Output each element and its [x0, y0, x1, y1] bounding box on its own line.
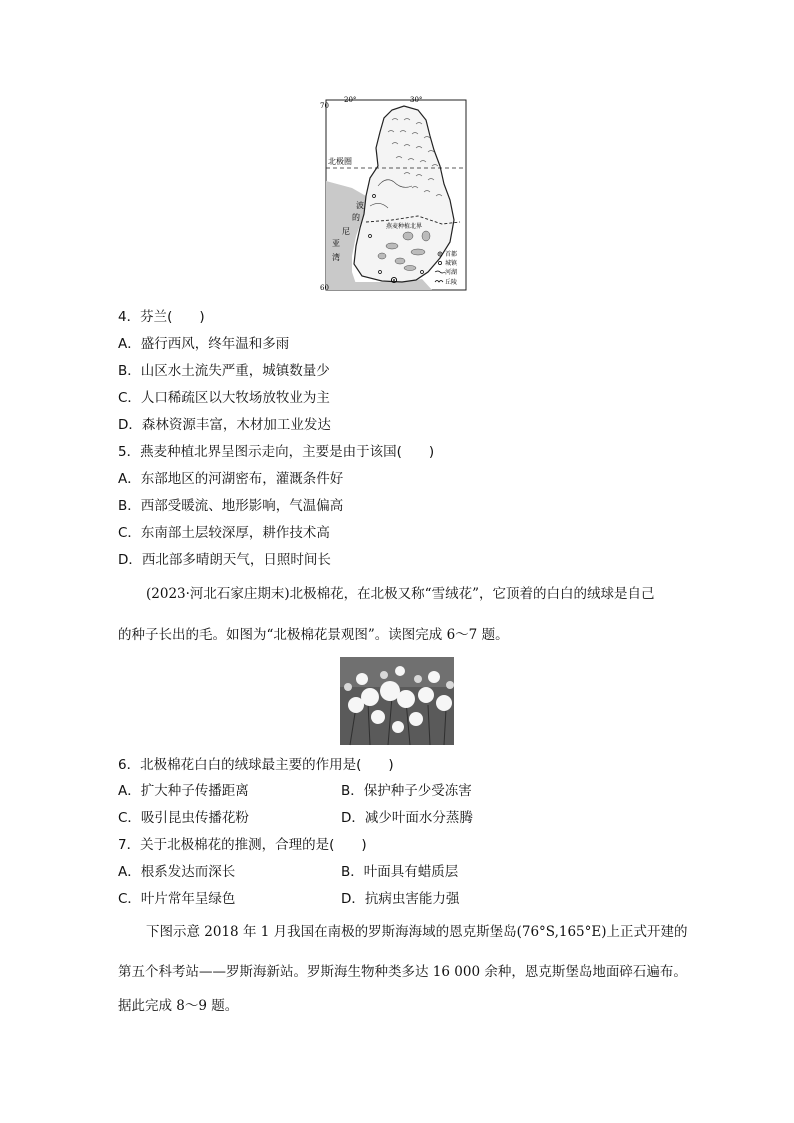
q4-option-c: C．人口稀疏区以大牧场放牧业为主	[118, 390, 330, 406]
q7-stem: 7．关于北极棉花的推测，合理的是( )	[118, 837, 367, 853]
svg-text:湾: 湾	[332, 253, 340, 262]
oat-boundary-label: 燕麦种植北界	[386, 223, 423, 230]
svg-text:的: 的	[352, 213, 360, 222]
passage2-line2: 第五个科考站——罗斯海新站。罗斯海生物种类多达 16 000 余种，恩克斯堡岛地面碎石遍布。	[118, 964, 687, 980]
q7-option-a: A．根系发达而深长	[118, 864, 236, 880]
lon-20-label: 20°	[344, 96, 357, 104]
svg-text:尼: 尼	[342, 227, 350, 236]
q7-option-d: D．抗病虫害能力强	[341, 891, 460, 907]
svg-text:亚: 亚	[332, 239, 340, 248]
q6-stem: 6．北极棉花白白的绒球最主要的作用是( )	[118, 757, 394, 773]
q6-option-c: C．吸引昆虫传播花粉	[118, 810, 249, 826]
finland-map	[322, 96, 470, 294]
q5-option-a: A．东部地区的河湖密布，灌溉条件好	[118, 471, 344, 487]
q5-stem: 5．燕麦种植北界呈图示走向，主要是由于该国( )	[118, 444, 435, 460]
passage2-line3: 据此完成 8～9 题。	[118, 998, 239, 1014]
q6-option-d: D．减少叶面水分蒸腾	[341, 810, 473, 826]
passage2-line1: 下图示意 2018 年 1 月我国在南极的罗斯海海域的恩克斯堡岛(76°S,165°E)上正式开建的	[146, 924, 688, 940]
q7-option-b: B．叶面具有蜡质层	[341, 864, 459, 880]
q4-option-a: A．盛行西风，终年温和多雨	[118, 336, 290, 352]
lat-70-label: 70	[320, 102, 329, 110]
legend-hill: 丘陵	[445, 279, 458, 286]
arctic-circle-label: 北极圈	[328, 157, 352, 166]
q4-option-d: D．森林资源丰富，木材加工业发达	[118, 417, 331, 433]
legend-river: 河湖	[445, 269, 458, 276]
q5-option-d: D．西北部多晴朗天气，日照时间长	[118, 552, 331, 568]
legend-capital: 首都	[445, 251, 458, 258]
q4-option-b: B．山区水土流失严重，城镇数量少	[118, 363, 330, 379]
lat-60-label: 60	[320, 284, 329, 292]
q5-option-b: B．西部受暖流、地形影响，气温偏高	[118, 498, 344, 514]
q5-option-c: C．东南部土层较深厚，耕作技术高	[118, 525, 330, 541]
q6-option-b: B．保护种子少受冻害	[341, 783, 472, 799]
legend-town: 城镇	[445, 260, 458, 267]
svg-text:波: 波	[356, 201, 364, 210]
lon-30-label: 30°	[410, 96, 423, 104]
q7-option-c: C．叶片常年呈绿色	[118, 891, 236, 907]
passage1-line2: 的种子长出的毛。如图为“北极棉花景观图”。读图完成 6～7 题。	[118, 627, 509, 643]
passage1-line1: (2023·河北石家庄期末)北极棉花，在北极又称“雪绒花”，它顶着的白白的绒球是自己	[146, 586, 655, 602]
q6-option-a: A．扩大种子传播距离	[118, 783, 249, 799]
arctic-cotton-photo	[340, 657, 454, 745]
q4-stem: 4．芬兰( )	[118, 309, 205, 325]
